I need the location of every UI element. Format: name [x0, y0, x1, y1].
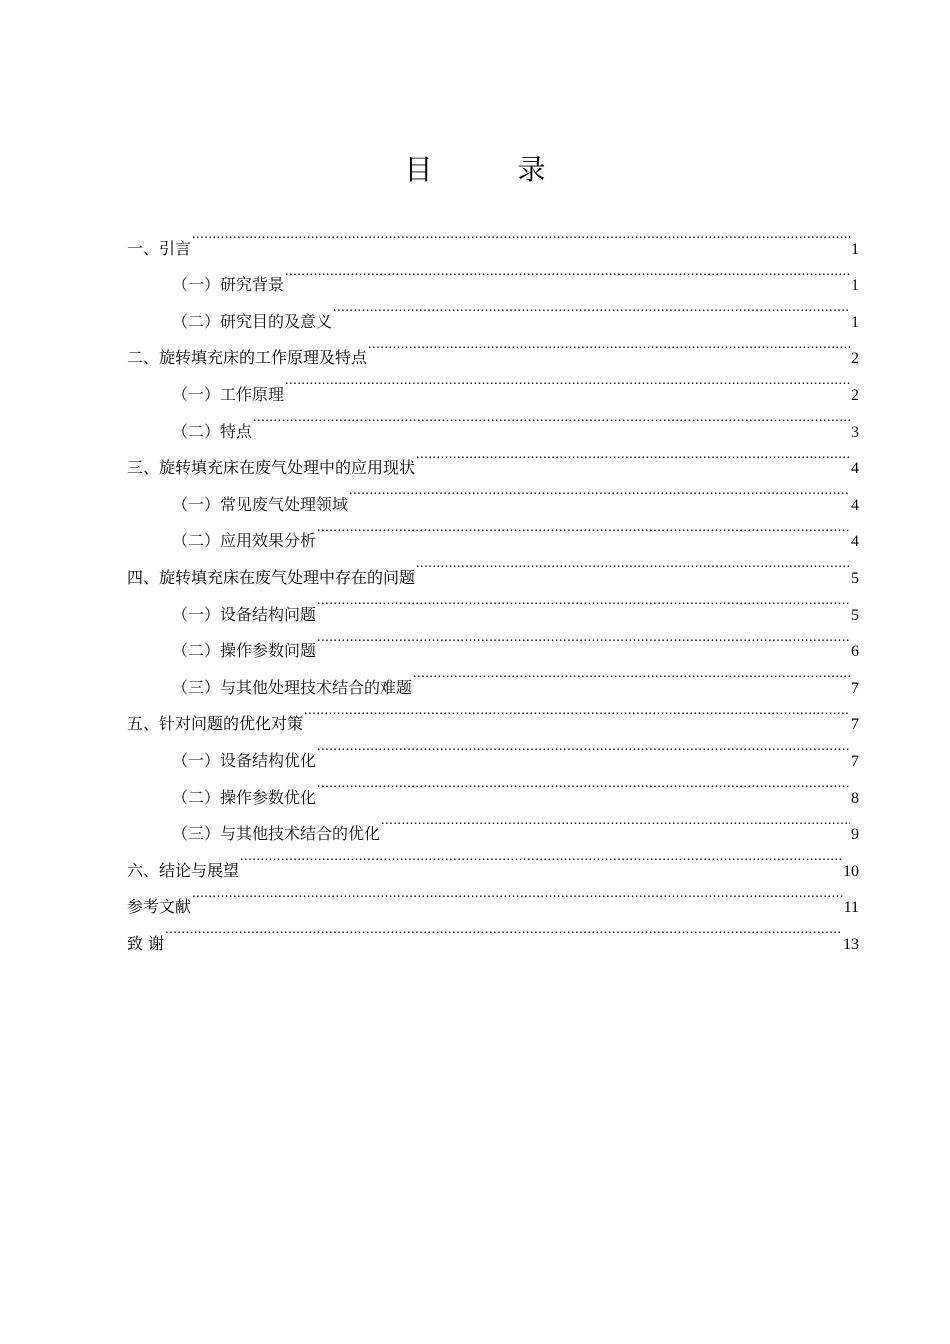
toc-page-number: 7 [851, 679, 859, 697]
toc-entry-label: （三）与其他处理技术结合的难题 [172, 677, 413, 697]
toc-entry-label: （二）操作参数问题 [172, 641, 317, 661]
toc-chapter-entry[interactable] [127, 912, 859, 953]
toc-entry-label: 六、结论与展望 [127, 860, 240, 880]
toc-page-number: 13 [843, 935, 859, 953]
toc-page-number: 4 [851, 496, 859, 514]
toc-dot-leader [304, 693, 850, 730]
toc-page-number: 6 [851, 643, 859, 661]
toc-dot-leader [240, 839, 842, 876]
toc-page-number: 1 [851, 313, 859, 331]
toc-entry-label: 一、引言 [127, 238, 192, 258]
toc-entry-label: （二）研究目的及意义 [172, 311, 333, 331]
toc-title: 目 录 [404, 153, 584, 186]
toc-dot-leader [349, 473, 850, 510]
toc-entry-label: 三、旋转填充床在废气处理中的应用现状 [127, 458, 416, 478]
toc-entry-label: 参考文献 [127, 897, 192, 917]
toc-page-number: 8 [851, 789, 859, 807]
toc-page-number: 9 [851, 826, 859, 844]
toc-dot-leader [317, 766, 850, 803]
toc-dot-leader [165, 912, 842, 949]
toc-entry-label: （一）设备结构问题 [172, 604, 317, 624]
toc-page-number: 7 [851, 752, 859, 770]
toc-entry-label: （一）研究背景 [172, 275, 285, 295]
toc-dot-leader [333, 290, 850, 327]
toc-page-number: 10 [843, 862, 859, 880]
toc-dot-leader [381, 803, 850, 840]
toc-dot-leader [416, 546, 850, 583]
toc-page-number: 11 [843, 899, 859, 917]
table-of-contents [127, 217, 859, 953]
toc-entry-label: （三）与其他技术结合的优化 [172, 824, 381, 844]
toc-page-number: 1 [851, 240, 859, 258]
toc-entry-label: （一）常见废气处理领域 [172, 494, 349, 514]
toc-chapter-entry[interactable] [127, 217, 859, 258]
toc-page-number: 7 [851, 716, 859, 734]
toc-dot-leader [285, 254, 850, 291]
toc-entry-label: （二）特点 [172, 421, 253, 441]
toc-chapter-entry[interactable] [127, 876, 859, 917]
toc-entry-label: 致 谢 [127, 933, 165, 953]
toc-entry-label: 五、针对问题的优化对策 [127, 714, 304, 734]
toc-page-number: 5 [851, 569, 859, 587]
toc-dot-leader [368, 327, 850, 364]
toc-page-number: 2 [851, 350, 859, 368]
toc-dot-leader [317, 620, 850, 657]
toc-dot-leader [192, 217, 850, 254]
toc-dot-leader [317, 729, 850, 766]
toc-page-number: 4 [851, 460, 859, 478]
toc-entry-label: （一）工作原理 [172, 384, 285, 404]
toc-entry-label: （二）应用效果分析 [172, 531, 317, 551]
toc-dot-leader [253, 400, 850, 437]
toc-dot-leader [285, 363, 850, 400]
toc-dot-leader [317, 583, 850, 620]
toc-page-number: 3 [851, 423, 859, 441]
toc-page-number: 5 [851, 606, 859, 624]
toc-dot-leader [317, 510, 850, 547]
toc-section-entry[interactable] [127, 254, 859, 295]
toc-entry-label: 二、旋转填充床的工作原理及特点 [127, 348, 368, 368]
toc-entry-label: 四、旋转填充床在废气处理中存在的问题 [127, 567, 416, 587]
toc-dot-leader [413, 656, 850, 693]
toc-entry-label: （一）设备结构优化 [172, 750, 317, 770]
toc-page-number: 1 [851, 277, 859, 295]
toc-page-number: 2 [851, 386, 859, 404]
toc-dot-leader [416, 437, 850, 474]
toc-page-number: 4 [851, 533, 859, 551]
toc-dot-leader [192, 876, 843, 913]
toc-entry-label: （二）操作参数优化 [172, 787, 317, 807]
